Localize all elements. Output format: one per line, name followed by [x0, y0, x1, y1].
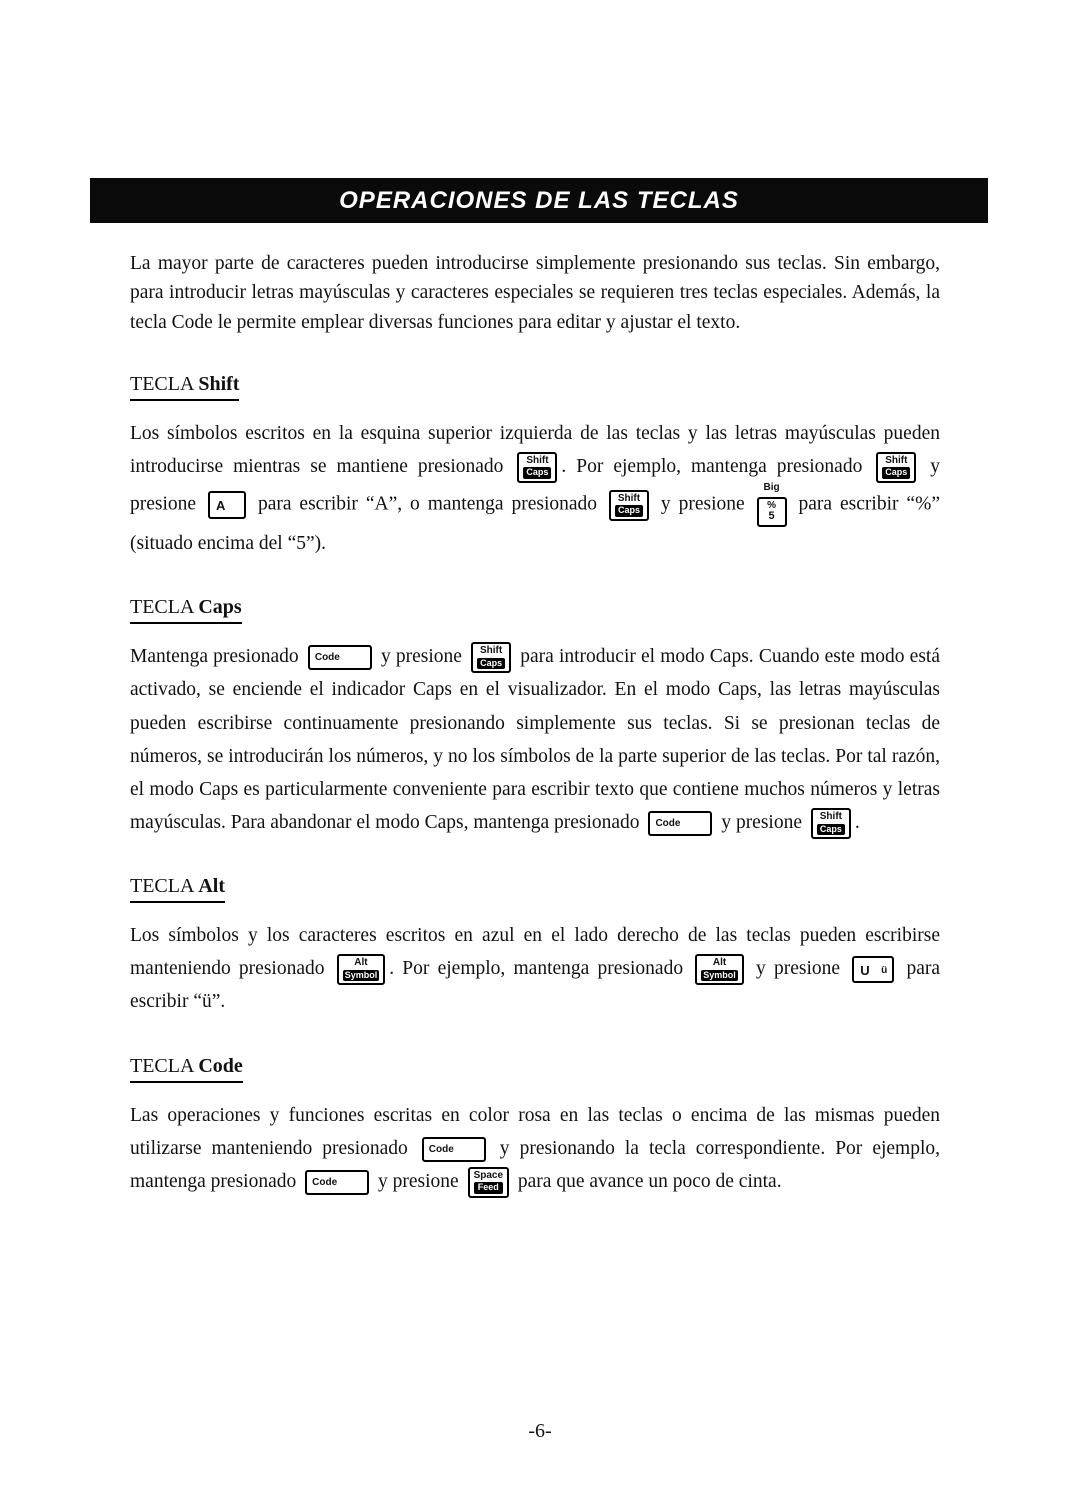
shift-paragraph: [130, 417, 940, 561]
alt-text-3: y presione: [747, 958, 849, 980]
section-title-shift-underline: TECLA Shift: [130, 373, 239, 401]
shift-caps-key: Shift Caps: [609, 490, 649, 521]
section-title-code-underline: TECLA Code: [130, 1055, 243, 1083]
code-paragraph: [130, 1099, 940, 1198]
u-umlaut-key: U ü: [852, 956, 894, 983]
caps-text-2: y presione: [375, 646, 468, 668]
page-number: -6-: [528, 1420, 552, 1442]
big-label: Big: [763, 482, 780, 494]
section-banner: [90, 178, 988, 223]
section-title-alt-underline: TECLA Alt: [130, 875, 225, 903]
shift-text-3: y presione: [130, 455, 941, 515]
alt-symbol-key: Alt Symbol: [337, 954, 386, 985]
intro-paragraph: [130, 249, 940, 337]
alt-text-1: Los símbolos y los caracteres escritos en azul en el lado derecho de las teclas pueden escribirse manteniendo presionado: [130, 925, 940, 980]
code-text-3: y presione: [373, 1170, 464, 1192]
alt-text-4: para escribir “ü”.: [130, 958, 940, 1013]
percent-5-key-group: [757, 483, 787, 527]
caps-text-4: y presione: [716, 812, 807, 834]
section-title-alt: [130, 875, 940, 903]
page-content: [130, 249, 940, 1198]
intro-text: La mayor parte de caracteres pueden introducirse simplemente presionando sus teclas. Sin embargo, para introducir letras mayúsculas y caracteres especiales se requieren tres teclas especiales. Además, la tecla Code le permite emplear diversas funciones para editar y ajustar el texto.: [130, 253, 940, 333]
code-key: Code: [648, 811, 712, 836]
shift-caps-key: Shift Caps: [876, 452, 916, 483]
shift-caps-key: Shift Caps: [811, 808, 851, 839]
code-text-2: y presionando la tecla correspondiente. Por ejemplo, mantenga presionado: [130, 1137, 941, 1192]
section-title-caps: [130, 596, 940, 624]
page-title: OPERACIONES DE LAS TECLAS: [339, 186, 739, 214]
caps-text-3: para introducir el modo Caps. Cuando este modo está activado, se enciende el indicador Caps en el visualizador. En el modo Caps, las letras mayúsculas pueden escribirse continuamente presionando simplemente sus teclas. Si se presionan teclas de números, se introducirán los números, y no los símbolos de la parte superior de las teclas. Por tal razón, el modo Caps es particularmente conveniente para escribir texto que contiene muchos números y letras mayúsculas. Para abandonar el modo Caps, mantenga presionado: [130, 646, 940, 834]
shift-caps-key: Shift Caps: [517, 452, 557, 483]
percent-5-key: % 5: [757, 497, 787, 527]
shift-text-5: y presione: [652, 493, 753, 515]
code-key: Code: [305, 1170, 369, 1195]
code-key: Code: [308, 645, 372, 670]
section-title-code: [130, 1055, 940, 1083]
caps-paragraph: [130, 640, 940, 839]
section-title-caps-underline: TECLA Caps: [130, 596, 242, 624]
a-key: A: [208, 491, 246, 519]
caps-text-1: Mantenga presionado: [130, 646, 304, 668]
caps-text-5: .: [854, 812, 860, 834]
shift-text-4: para escribir “A”, o mantenga presionado: [250, 493, 605, 515]
section-title-shift: [130, 373, 940, 401]
space-feed-key: Space Feed: [468, 1167, 509, 1198]
alt-paragraph: [130, 919, 940, 1018]
shift-text-6: para escribir “%” (situado encima del “5”).: [130, 493, 940, 555]
shift-text-2: . Por ejemplo, mantenga presionado: [561, 455, 873, 477]
shift-caps-key: Shift Caps: [471, 642, 511, 673]
alt-text-2: . Por ejemplo, mantenga presionado: [389, 958, 692, 980]
code-text-1: Las operaciones y funciones escritas en color rosa en las teclas o encima de las mismas pueden utilizarse manteniendo presionado: [130, 1104, 940, 1159]
code-text-4: para que avance un poco de cinta.: [513, 1170, 782, 1192]
shift-text-1: Los símbolos escritos en la esquina superior izquierda de las teclas y las letras mayúsculas pueden introducirse mientras se mantiene presionado: [130, 422, 940, 477]
alt-symbol-key: Alt Symbol: [695, 954, 744, 985]
code-key: Code: [422, 1137, 486, 1162]
